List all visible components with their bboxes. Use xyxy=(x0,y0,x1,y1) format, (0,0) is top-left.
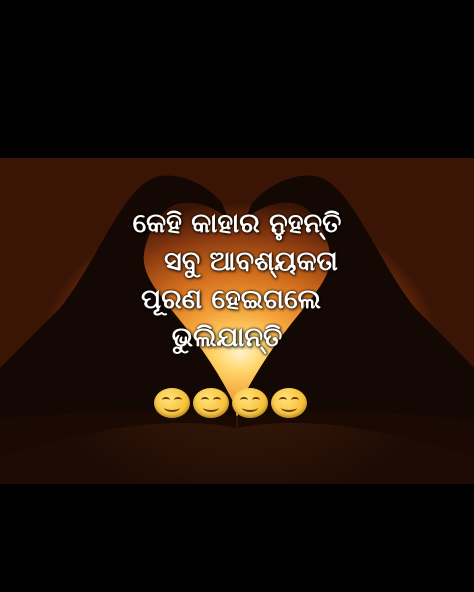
smiling-face-icon xyxy=(232,388,268,418)
emoji-row xyxy=(154,388,307,418)
caption-line-3: ପୂରଣ ହେଇଗଲେ xyxy=(141,284,321,315)
odia-caption xyxy=(0,205,474,357)
caption-line-1: କେହି କାହାର ନୁହନ୍ତି xyxy=(132,208,342,239)
caption-line-2: ସବୁ ଆବଶ୍ୟକତା xyxy=(164,246,338,277)
smiling-face-icon xyxy=(271,388,307,418)
smiling-face-icon xyxy=(193,388,229,418)
caption-line-4: ଭୁଲିଯାନ୍ତି xyxy=(171,322,283,353)
smiling-face-icon xyxy=(154,388,190,418)
ground-silhouette xyxy=(0,412,474,484)
